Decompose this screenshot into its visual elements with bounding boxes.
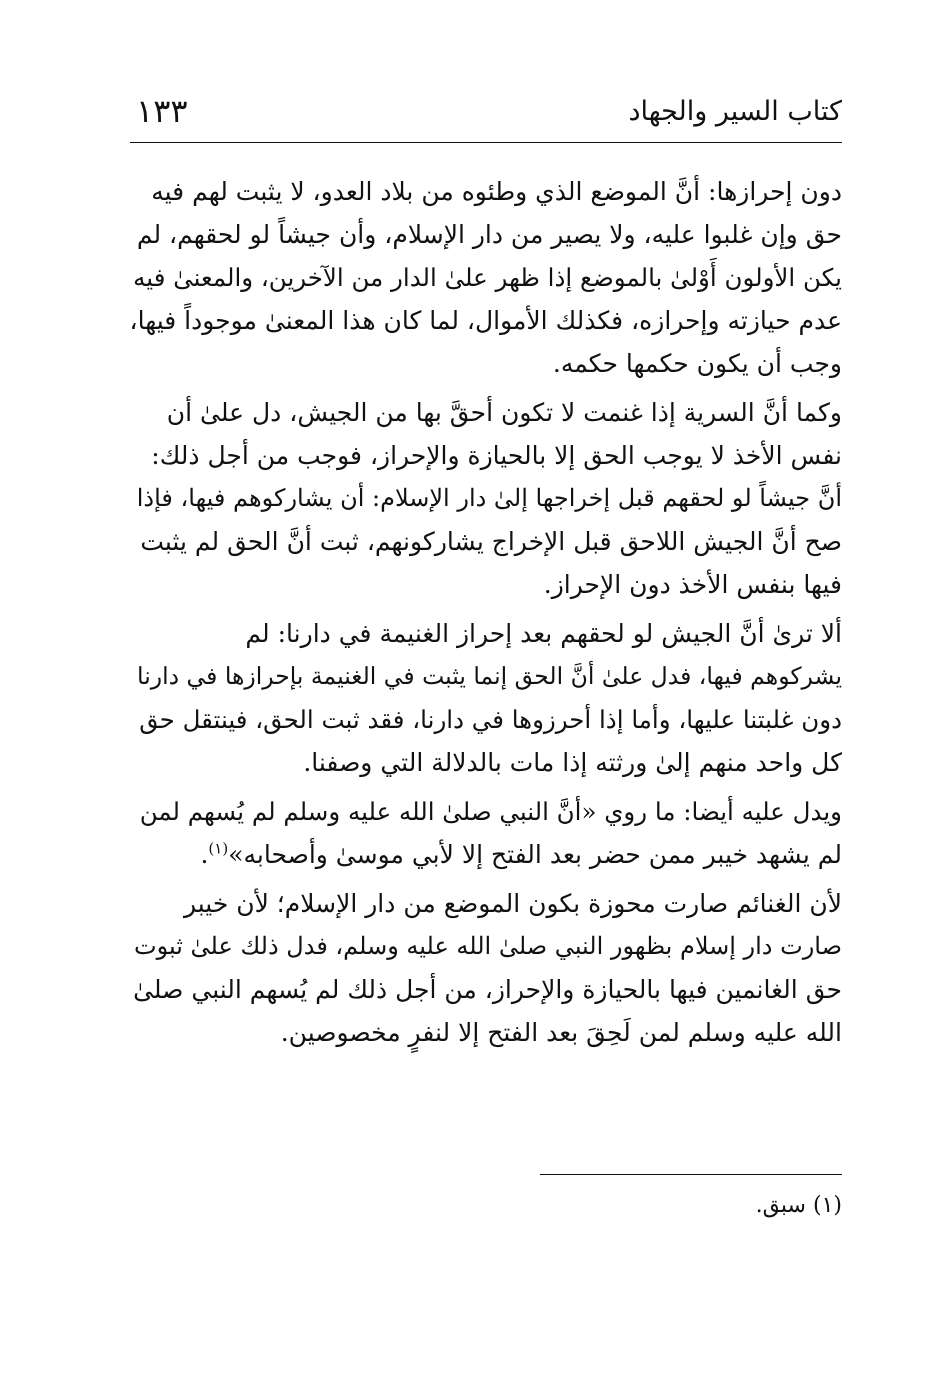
text-line: وكما أنَّ السرية إذا غنمت لا تكون أحقَّ بها من الجيش، دل علىٰ أن [166, 398, 842, 427]
text-line: دون غلبتنا عليها، وأما إذا أحرزوها في دارنا، فقد ثبت الحق، فينتقل حق [139, 705, 842, 734]
text-line: أنَّ جيشاً لو لحقهم قبل إخراجها إلىٰ دار الإسلام: أن يشاركوهم فيها، فإذا [136, 484, 842, 512]
text-line: ألا ترىٰ أنَّ الجيش لو لحقهم بعد إحراز الغنيمة في دارنا: لم [245, 619, 842, 648]
text-line [130, 833, 842, 876]
paragraph [130, 790, 842, 876]
text-line: يكن الأولون أَوْلىٰ بالموضع إذا ظهر علىٰ الدار من الآخرين، والمعنىٰ فيه [133, 263, 842, 292]
page-number: ١٣٣ [136, 92, 188, 130]
paragraph [130, 391, 842, 606]
text-line: حق وإن غلبوا عليه، ولا يصير من دار الإسلام، وأن جيشاً لو لحقهم، لم [136, 220, 842, 249]
text-line: صح أنَّ الجيش اللاحق قبل الإخراج يشاركونهم، ثبت أنَّ الحق لم يثبت [140, 527, 842, 556]
paragraph [130, 170, 842, 385]
text-line-content: لم يشهد خيبر ممن حضر بعد الفتح إلا لأبي موسىٰ وأصحابه» [228, 840, 842, 869]
sentence-end: . [200, 840, 209, 869]
body-text [130, 170, 842, 1060]
text-line: وجب أن يكون حكمها حكمه. [552, 349, 842, 378]
paragraph [130, 882, 842, 1054]
text-line: كل واحد منهم إلىٰ ورثته إذا مات بالدلالة التي وصفنا. [303, 748, 842, 777]
text-line: لأن الغنائم صارت محوزة بكون الموضع من دار الإسلام؛ لأن خيبر [183, 889, 842, 918]
text-line: الله عليه وسلم لمن لَحِقَ بعد الفتح إلا لنفرٍ مخصوصين. [280, 1018, 842, 1047]
footnote: (١) سبق. [755, 1193, 842, 1218]
text-line: صارت دار إسلام بظهور النبي صلىٰ الله عليه وسلم، فدل ذلك علىٰ ثبوت [134, 932, 842, 960]
text-line: نفس الأخذ لا يوجب الحق إلا بالحيازة والإحراز، فوجب من أجل ذلك: [151, 441, 842, 470]
paragraph [130, 612, 842, 784]
text-line: حق الغانمين فيها بالحيازة والإحراز، من أجل ذلك لم يُسهم النبي صلىٰ [133, 975, 842, 1004]
footnote-separator [540, 1174, 842, 1175]
text-line: عدم حيازته وإحرازه، فكذلك الأموال، لما كان هذا المعنىٰ موجوداً فيها، [130, 306, 842, 335]
footnote-reference[interactable]: (١) [208, 839, 229, 858]
running-header [130, 92, 842, 143]
text-line: دون إحرازها: أنَّ الموضع الذي وطئوه من بلاد العدو، لا يثبت لهم فيه [151, 177, 842, 206]
text-line: يشركوهم فيها، فدل علىٰ أنَّ الحق إنما يثبت في الغنيمة بإحرازها في دارنا [137, 662, 842, 690]
header-title: كتاب السير والجهاد [628, 96, 842, 127]
text-line: ويدل عليه أيضا: ما روي «أنَّ النبي صلىٰ الله عليه وسلم لم يُسهم لمن [139, 797, 842, 826]
text-line: فيها بنفس الأخذ دون الإحراز. [543, 570, 842, 599]
